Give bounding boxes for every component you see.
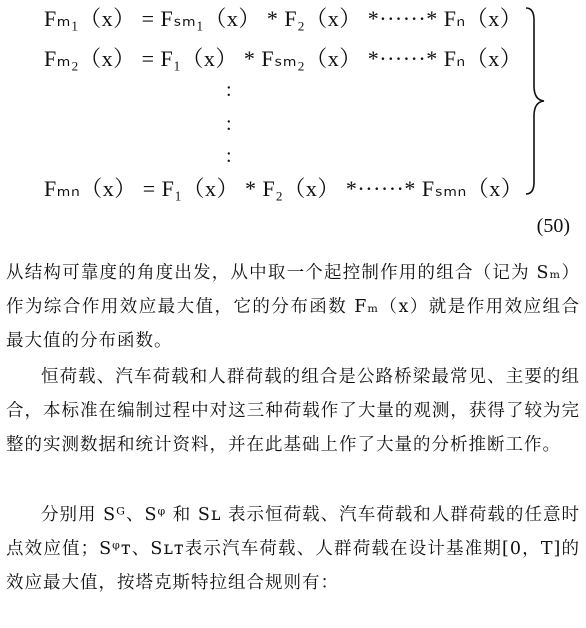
equation-ellipsis-1: :: [226, 79, 232, 101]
equation-ellipsis-2: :: [226, 113, 232, 135]
paragraph-1: 从结构可靠度的角度出发，从中取一个起控制作用的组合（记为 Sₘ）作为综合作用效应最大值，它的分布函数 Fₘ（x）就是作用效应组合最大值的分布函数。: [6, 263, 580, 351]
equation-line-2: Fₘ₂（x） = F₁（x） * Fₛₘ₂（x） *······* Fₙ（x）: [44, 46, 523, 71]
paragraph-3: 分别用 Sᴳ、Sᵠ 和 Sʟ 表示恒荷载、汽车荷载和人群荷载的任意时点效应值；Sᵠᴛ、Sʟᴛ表示汽车荷载、人群荷载在设计基准期[0，T]的效应最大值，按塔克斯特拉组合规则有：: [6, 505, 580, 593]
right-brace-icon: [524, 6, 546, 196]
equation-number: (50): [536, 215, 570, 237]
equation-line-1: Fₘ₁（x） = Fₛₘ₁（x） * F₂（x） *······* Fₙ（x）: [44, 6, 523, 31]
paragraph-2: 恒荷载、汽车荷载和人群荷载的组合是公路桥梁最常见、主要的组合，本标准在编制过程中对这三种荷载作了大量的观测，获得了较为完整的实测数据和统计资料，并在此基础上作了大量的分析推断工作。: [6, 367, 580, 455]
equation-ellipsis-3: :: [226, 145, 232, 167]
equation-line-last: Fₘₙ（x） = F₁（x） * F₂（x） *······* Fₛₘₙ（x）: [44, 176, 524, 201]
